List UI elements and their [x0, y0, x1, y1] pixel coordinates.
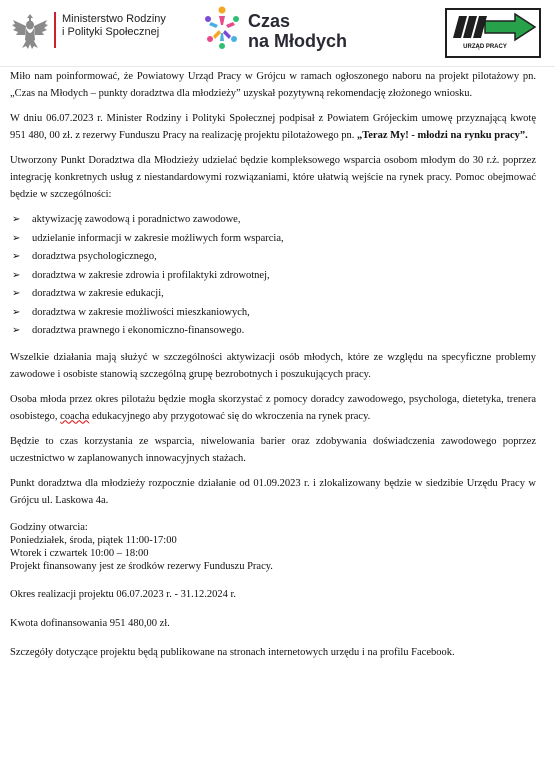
paragraph-publication: Szczegóły dotyczące projektu będą publikowane na stronach internetowych urzędu i na profilu Facebook. [10, 646, 455, 658]
hours-tue-thu: Wtorek i czwartek 10:00 – 18:00 [10, 547, 149, 559]
specialists-text: Osoba młoda przez okres pilotażu będzie mogła skorzystać z pomocy doradcy zawodowego, psychologa, dietetyka, trenera osobistego, [10, 393, 536, 422]
list-item-text: doradztwa w zakresie zdrowia i profilaktyki zdrowotnej, [32, 269, 270, 281]
arrow-bullet-icon: ➢ [12, 325, 21, 336]
funding-amount: Kwota dofinansowania 951 480,00 zł. [10, 617, 170, 629]
arrow-bullet-icon: ➢ [12, 214, 21, 225]
list-item [10, 285, 536, 304]
arrow-bullet-icon: ➢ [12, 269, 21, 281]
list-item [10, 211, 536, 230]
arrow-bullet-icon: ➢ [12, 232, 21, 244]
agreement-text: W dniu 06.07.2023 r. Minister Rodziny i Polityki Społecznej podpisał z Powiatem Grójeckim umowę przyznającą kwotę 951 480, 00 zł. z rezerwy Funduszu Pracy na realizację projektu pilotażowego pn. [10, 113, 536, 141]
list-item [10, 304, 536, 323]
urzad-pracy-logo [445, 8, 541, 58]
article-body [10, 67, 536, 669]
support-list [10, 211, 536, 341]
list-item-text: doradztwa psychologicznego, [32, 251, 157, 262]
logo-header [0, 0, 555, 64]
ministry-name-line2: i Polityki Społecznej [62, 26, 160, 38]
paragraph-intro: Miło nam poinformować, że Powiatowy Urząd Pracy w Grójcu w ramach ogłoszonego naboru na projekt pilotażowy pn. „Czas na Młodych – punkty doradztwa dla młodzieży” uzyskał pozytywną rekomendację złożonego wniosku. [10, 71, 536, 99]
ministry-name [62, 13, 166, 39]
urzad-pracy-arrow-icon [445, 8, 541, 58]
czas-na-mlodych-logo [202, 5, 352, 51]
ministry-name-line1: Ministerstwo Rodziny [62, 13, 166, 25]
paragraph-location: Punkt doradztwa dla młodzieży rozpocznie działanie od 01.09.2023 r. i zlokalizowany będzie w siedzibie Urzędu Pracy w Grójcu ul. Laskowa 4a. [10, 477, 536, 506]
czas-na-mlodych-wordmark [248, 11, 347, 51]
paragraph-activation: Wszelkie działania mają służyć w szczególności aktywizacji osób młodych, które ze względu na specyficzne problemy zawodowe i osobiste stanowią szczególną grupę bezrobotnych i poszukujących pracy. [10, 351, 536, 380]
list-item-text: doradztwa w zakresie możliwości mieszkaniowych, [32, 306, 250, 318]
arrow-bullet-icon: ➢ [12, 288, 21, 299]
ministry-red-divider [54, 12, 56, 48]
opening-hours [10, 521, 536, 573]
hours-mon-wed-fri: Poniedziałek, środa, piątek 11:00-17:00 [10, 534, 177, 546]
list-item [10, 230, 536, 249]
arrow-bullet-icon: ➢ [12, 306, 21, 318]
hours-heading: Godziny otwarcia: [10, 521, 88, 533]
list-item [10, 267, 536, 286]
project-name: „Teraz My! - młodzi na rynku pracy”. [356, 130, 528, 141]
list-item [10, 248, 536, 267]
list-item-text: udzielanie informacji w zakresie możliwych form wsparcia, [32, 232, 284, 244]
czas-wordmark-line2: na Młodych [248, 31, 348, 51]
list-item-text: doradztwa prawnego i ekonomiczno-finansowego. [32, 325, 245, 336]
urzad-pracy-label: URZĄD PRACY [463, 44, 507, 50]
coacha-word: coacha [60, 410, 90, 422]
czas-wordmark-line1: Czas [248, 11, 291, 31]
specialists-text-end: edukacyjnego aby przygotować się do wkroczenia na rynek pracy. [89, 410, 371, 422]
paragraph-internships: Będzie to czas korzystania ze wsparcia, niwelowania barier oraz zdobywania doświadczenia zawodowego poprzez uczestnictwo w zaplanowanych innowacyjnych stażach. [10, 435, 536, 464]
arrow-bullet-icon: ➢ [12, 251, 21, 262]
people-star-icon [202, 5, 242, 51]
list-item-text: doradztwa w zakresie edukacji, [32, 288, 164, 299]
paragraph-specialists [10, 391, 536, 425]
paragraph-agreement [10, 110, 536, 144]
funding-source: Projekt finansowany jest ze środków rezerwy Funduszu Pracy. [10, 560, 273, 572]
paragraph-support-description: Utworzony Punkt Doradztwa dla Młodzieży udzielać będzie kompleksowego wsparcia osobom młodym do 30 r.ż. poprzez integrację konkretnych usług z niestandardowymi rozwiązaniami, które ułatwią wejście na rynek pracy. Pomoc obejmować będzie w szczególności: [10, 155, 536, 200]
project-period: Okres realizacji projektu 06.07.2023 r. - 31.12.2024 r. [10, 588, 236, 600]
ministry-logo [10, 8, 175, 52]
list-item-text: aktywizację zawodową i poradnictwo zawodowe, [32, 214, 241, 225]
eagle-emblem-icon [10, 8, 50, 52]
list-item [10, 322, 536, 341]
